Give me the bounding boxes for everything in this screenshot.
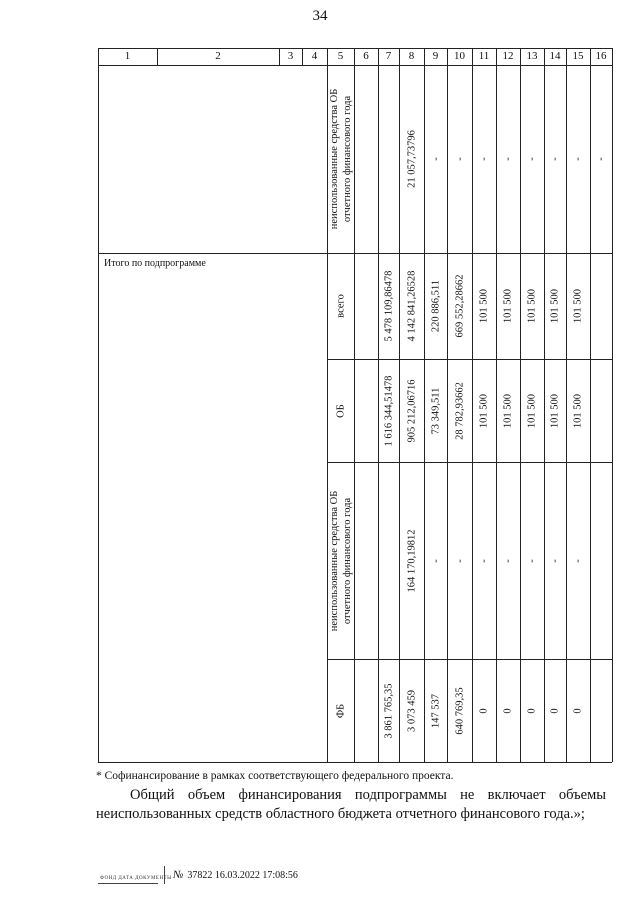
header-col-13: 13 (526, 50, 538, 62)
group-value: 101 500 (526, 393, 538, 428)
top-block-dash: - (478, 157, 490, 161)
group-value: 0 (572, 707, 584, 714)
column-line (496, 48, 497, 762)
header-col-7: 7 (385, 50, 392, 62)
group-value: 101 500 (478, 393, 490, 428)
block-separator (98, 253, 612, 254)
header-col-9: 9 (432, 50, 439, 62)
group-value: 905 212,06716 (406, 379, 417, 442)
group-value: 220 886,511 (430, 279, 441, 333)
column-line (98, 48, 99, 762)
group-value: - (430, 558, 441, 563)
group-value: 101 500 (478, 288, 490, 324)
group-value: 0 (526, 707, 538, 714)
column-line (544, 48, 545, 762)
top-block-dash: - (572, 157, 584, 161)
group-value: 101 500 (572, 393, 584, 428)
group-value: 28 782,93662 (454, 381, 465, 440)
header-col-4: 4 (311, 50, 318, 62)
header-col-6: 6 (363, 50, 369, 62)
group-value: 0 (549, 707, 561, 714)
total-label: Итого по подпрограмме (104, 258, 206, 269)
block-separator (327, 359, 612, 360)
column-line (354, 48, 355, 762)
column-line (424, 48, 425, 762)
reg-number-mark: № (173, 869, 184, 881)
group-value: 101 500 (549, 288, 561, 324)
column-line (612, 48, 613, 762)
header-col-8: 8 (408, 50, 415, 62)
group-value: 101 500 (502, 288, 514, 324)
group-value: 73 349,511 (430, 387, 441, 434)
top-block-value: 21 057,73796 (406, 130, 417, 188)
header-col-1: 1 (124, 50, 131, 62)
group-value: 1 616 344,51478 (383, 375, 394, 446)
top-block-dash: - (549, 157, 561, 161)
header-col-11: 11 (478, 50, 490, 62)
header-col-15: 15 (572, 50, 584, 62)
group-label: ОБ (335, 403, 346, 418)
page-number: 34 (312, 8, 328, 24)
group-value: 0 (502, 707, 514, 714)
top-block-dash: - (454, 157, 465, 161)
group-value: 101 500 (502, 393, 514, 428)
group-value: - (454, 558, 465, 563)
header-col-2: 2 (215, 50, 221, 62)
column-line (566, 48, 567, 762)
group-value: - (526, 558, 538, 563)
top-block-dash: - (526, 157, 538, 161)
column-line (378, 48, 379, 762)
header-row-border (98, 65, 612, 66)
header-col-3: 3 (287, 50, 294, 62)
group-value: 101 500 (549, 393, 561, 428)
reg-text: 37822 16.03.2022 17:08:56 (187, 869, 298, 881)
group-value: - (502, 558, 514, 563)
group-value: 669 552,28662 (454, 274, 465, 338)
group-value: 3 861 765,35 (383, 682, 394, 739)
body-paragraph (96, 786, 606, 824)
column-line (472, 48, 473, 762)
group-label: всего (335, 294, 346, 318)
header-col-5: 5 (337, 50, 344, 62)
group-value: 640 769,35 (454, 686, 465, 735)
body-paragraph-text: Общий объем финансирования подпрограммы не включает объемы неиспользованных средств областного бюджета отчетного финансового года.»; (96, 787, 606, 822)
group-value: 4 142 841,26528 (406, 270, 417, 342)
seal-logo: ФОНД ДАТА ДОКУМЕНТЫ (98, 867, 158, 884)
group-value: 101 500 (526, 288, 538, 324)
group-value: - (549, 558, 561, 563)
column-line (520, 48, 521, 762)
header-col-16: 16 (595, 50, 607, 62)
column-line (590, 48, 591, 762)
group-value: 147 537 (430, 693, 441, 728)
block-separator (327, 659, 612, 660)
column-line (447, 48, 448, 762)
header-col-14: 14 (549, 50, 561, 62)
registration-footer (98, 864, 298, 886)
footnote: * Софинансирование в рамках соответствующего федерального проекта. (96, 770, 454, 782)
header-col-10: 10 (454, 50, 465, 62)
top-block-dash: - (430, 157, 441, 161)
top-block-dash: - (502, 157, 514, 161)
table-bottom-border (98, 762, 612, 763)
group-value: - (572, 558, 584, 563)
top-block-dash: - (595, 157, 607, 161)
group-label: неиспользованные средства ОБ отчетного финансового года (328, 490, 353, 631)
group-value: 101 500 (572, 288, 584, 324)
top-block-label: неиспользованные средства ОБ отчетного финансового года (328, 88, 353, 230)
group-value: - (478, 558, 490, 563)
group-value: 5 478 109,86478 (383, 270, 394, 342)
block-separator (327, 462, 612, 463)
group-label: ФБ (335, 703, 346, 718)
column-line (399, 48, 400, 762)
group-value: 3 073 459 (406, 689, 417, 732)
group-value: 0 (478, 707, 490, 714)
header-col-12: 12 (502, 50, 514, 62)
group-value: 164 170,19812 (406, 529, 417, 592)
